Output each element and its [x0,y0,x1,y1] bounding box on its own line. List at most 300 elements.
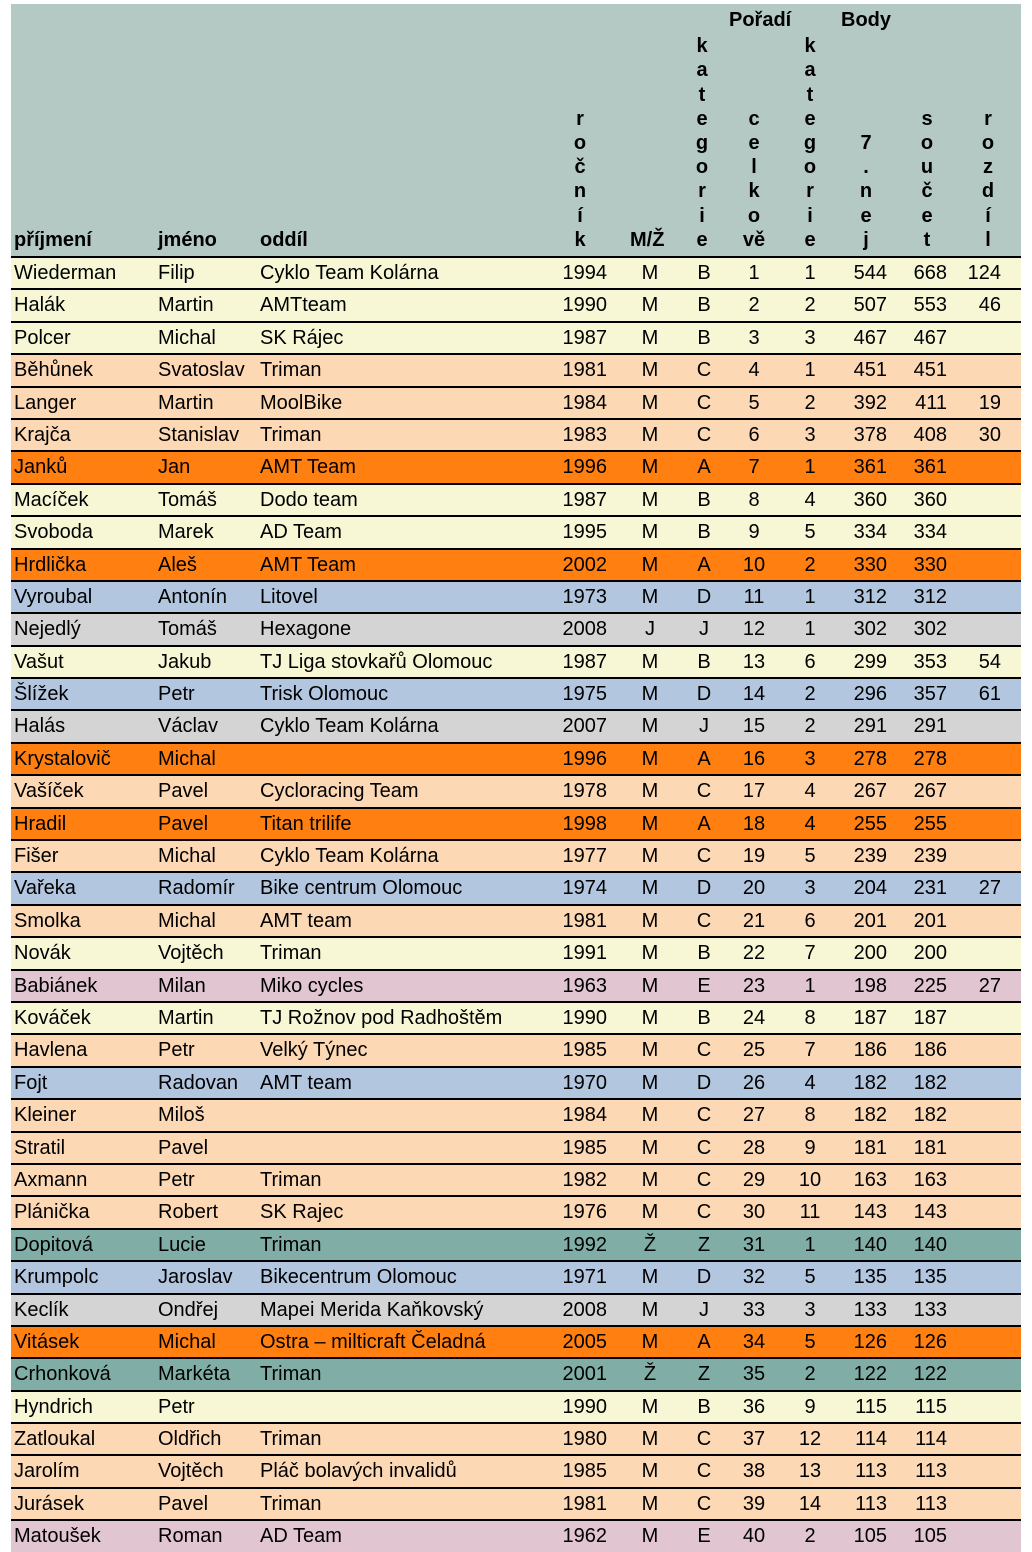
cell-points-total: 553 [913,294,947,317]
cell-surname: Vašut [14,650,64,673]
cell-category-rank: 12 [798,1428,822,1451]
cell-category: B [697,521,711,544]
cell-points-total: 467 [913,326,947,349]
cell-gender: M [641,1330,659,1353]
cell-first-name: Radomír [158,877,235,900]
cell-surname: Stratil [14,1136,66,1159]
table-row [11,548,1021,580]
cell-category-rank: 2 [804,1525,816,1548]
cell-club: Trisk Olomouc [260,683,389,706]
cell-points-7-best: 126 [853,1330,887,1353]
cell-points-total: 312 [913,585,947,608]
table-row [11,1487,1021,1519]
cell-club: Titan trilife [260,812,352,835]
cell-gender: M [641,877,659,900]
cell-category: D [696,1266,712,1289]
cell-points-7-best: 182 [853,1071,887,1094]
cell-category: C [696,909,712,932]
cell-overall-rank: 17 [742,780,766,803]
cell-first-name: Aleš [158,553,197,576]
cell-surname: Kováček [14,1006,91,1029]
cell-points-total: 182 [913,1071,947,1094]
cell-points-total: 302 [913,618,947,641]
cell-gender: M [641,1298,659,1321]
cell-club: Litovel [260,585,318,608]
cell-first-name: Martin [158,391,214,414]
cell-category-rank: 14 [798,1492,822,1515]
cell-points-7-best: 113 [855,1460,887,1483]
cell-points-7-best: 113 [855,1492,887,1515]
cell-first-name: Vojtěch [158,942,224,965]
cell-gender: M [641,553,659,576]
cell-gender: M [641,1071,659,1094]
cell-points-7-best: 296 [853,683,887,706]
cell-surname: Plánička [14,1201,90,1224]
cell-birth-year: 1976 [562,1201,607,1224]
cell-gender: M [641,456,659,479]
cell-birth-year: 1980 [562,1428,607,1451]
cell-points-total: 126 [913,1330,947,1353]
cell-category-rank: 11 [799,1201,821,1224]
cell-first-name: Stanislav [158,423,240,446]
cell-points-total: 330 [913,553,947,576]
cell-overall-rank: 5 [748,391,760,414]
cell-category-rank: 10 [798,1168,822,1191]
cell-category: D [696,683,712,706]
cell-gender: M [641,845,659,868]
cell-category: J [699,618,709,641]
cell-overall-rank: 29 [742,1168,766,1191]
cell-first-name: Svatoslav [158,359,245,382]
cell-category: B [697,1006,711,1029]
cell-gender: M [641,585,659,608]
cell-club: Hexagone [260,618,352,641]
cell-first-name: Pavel [158,812,209,835]
cell-category: C [696,1168,712,1191]
cell-points-7-best: 133 [853,1298,887,1321]
cell-points-total: 353 [913,650,947,673]
cell-points-7-best: 163 [853,1168,887,1191]
cell-points-7-best: 114 [855,1428,887,1451]
table-row [11,515,1021,547]
cell-points-total: 360 [913,488,947,511]
cell-birth-year: 1996 [562,747,607,770]
cell-points-total: 105 [913,1525,947,1548]
cell-gender: M [641,747,659,770]
cell-gender: M [641,294,659,317]
cell-points-total: 411 [915,391,947,414]
table-row [11,742,1021,774]
cell-category-rank: 5 [804,845,816,868]
cell-gender: M [641,650,659,673]
cell-gender: M [641,715,659,738]
cell-category-rank: 8 [804,1006,816,1029]
cell-club: SK Rájec [260,326,344,349]
cell-gender: M [641,1492,659,1515]
cell-points-difference: 27 [978,974,1001,997]
cell-overall-rank: 25 [742,1039,766,1062]
col-header-7-nej: 7 . n e j [859,131,873,251]
cell-points-difference: 124 [967,262,1001,284]
cell-club: SK Rajec [260,1201,344,1224]
table-header [11,4,1021,256]
cell-overall-rank: 19 [742,845,766,868]
cell-first-name: Jaroslav [158,1266,233,1289]
cell-points-7-best: 451 [853,359,887,382]
cell-category: C [696,1039,712,1062]
cell-overall-rank: 22 [742,942,766,965]
cell-birth-year: 2007 [562,715,607,738]
table-row [11,1033,1021,1065]
cell-overall-rank: 20 [742,877,766,900]
cell-first-name: Filip [158,262,195,284]
cell-first-name: Michal [158,747,216,770]
cell-overall-rank: 26 [742,1071,766,1094]
cell-category-rank: 1 [804,618,816,641]
cell-first-name: Pavel [158,1136,209,1159]
cell-category: C [696,845,712,868]
table-row [11,1390,1021,1422]
cell-birth-year: 1975 [562,683,607,706]
cell-category-rank: 7 [804,1039,816,1062]
cell-category-rank: 2 [804,294,816,317]
table-row [11,839,1021,871]
cell-category-rank: 2 [804,553,816,576]
cell-club: Cyklo Team Kolárna [260,845,439,868]
table-row [11,1325,1021,1357]
cell-category: C [696,1428,712,1451]
cell-first-name: Václav [158,715,219,738]
cell-overall-rank: 13 [742,650,766,673]
cell-category: B [697,942,711,965]
cell-club: Mapei Merida Kaňkovský [260,1298,484,1321]
cell-overall-rank: 40 [742,1525,766,1548]
group-header-body: Body [841,9,891,31]
table-row [11,386,1021,418]
cell-points-total: 114 [915,1428,947,1451]
cell-first-name: Marek [158,521,214,544]
cell-category: C [696,1104,712,1127]
cell-birth-year: 1995 [562,521,607,544]
cell-points-total: 668 [913,262,947,284]
cell-first-name: Petr [158,683,195,706]
cell-surname: Babiánek [14,974,98,997]
cell-surname: Keclík [14,1298,69,1321]
cell-points-total: 200 [913,942,947,965]
cell-club: AMTteam [260,294,347,317]
cell-first-name: Ondřej [158,1298,219,1321]
cell-category: D [696,1071,712,1094]
cell-club: Velký Týnec [260,1039,368,1062]
cell-overall-rank: 21 [742,909,766,932]
cell-category-rank: 9 [804,1395,816,1418]
cell-first-name: Robert [158,1201,219,1224]
cell-overall-rank: 6 [748,423,760,446]
cell-category-rank: 5 [804,1266,816,1289]
cell-category-rank: 4 [804,780,816,803]
cell-points-difference: 54 [978,650,1001,673]
cell-club: Cyklo Team Kolárna [260,715,439,738]
cell-overall-rank: 39 [742,1492,766,1515]
cell-first-name: Lucie [158,1233,206,1256]
cell-category-rank: 6 [804,650,816,673]
cell-points-difference: 61 [978,683,1001,706]
cell-gender: M [641,1266,659,1289]
cell-overall-rank: 38 [742,1460,766,1483]
cell-birth-year: 1971 [562,1266,607,1289]
cell-category-rank: 4 [804,812,816,835]
cell-points-7-best: 467 [853,326,887,349]
cell-category: E [697,1525,711,1548]
cell-birth-year: 1990 [562,1006,607,1029]
cell-overall-rank: 36 [742,1395,766,1418]
cell-first-name: Pavel [158,1492,209,1515]
cell-club: Ostra – milticraft Čeladná [260,1330,486,1353]
table-row [11,1001,1021,1033]
cell-first-name: Roman [158,1525,223,1548]
cell-surname: Wiederman [14,262,117,284]
cell-points-7-best: 291 [853,715,887,738]
table-row [11,709,1021,741]
col-header-mz: M/Ž [630,229,665,251]
cell-points-7-best: 360 [853,488,887,511]
cell-points-total: 255 [913,812,947,835]
cell-gender: M [641,1525,659,1548]
cell-gender: M [641,326,659,349]
col-header-celkove: c e l k o vě [742,107,766,251]
cell-first-name: Petr [158,1168,195,1191]
cell-overall-rank: 8 [748,488,760,511]
cell-surname: Nejedlý [14,618,81,641]
cell-birth-year: 1992 [562,1233,607,1256]
cell-points-7-best: 182 [853,1104,887,1127]
cell-category: Z [697,1233,711,1256]
cell-surname: Vařeka [14,877,76,900]
cell-category-rank: 7 [804,942,816,965]
cell-gender: M [641,909,659,932]
cell-birth-year: 1963 [562,974,607,997]
table-row [11,1163,1021,1195]
cell-category-rank: 6 [804,909,816,932]
table-row [11,1260,1021,1292]
cell-birth-year: 1991 [562,942,607,965]
cell-points-difference: 19 [978,391,1001,414]
cell-overall-rank: 24 [742,1006,766,1029]
cell-points-7-best: 239 [853,845,887,868]
cell-birth-year: 1990 [562,1395,607,1418]
cell-first-name: Jakub [158,650,212,673]
table-row [11,1066,1021,1098]
cell-category: C [696,423,712,446]
table-row [11,871,1021,903]
cell-category-rank: 1 [804,262,816,284]
cell-category: J [699,1298,709,1321]
cell-points-total: 225 [913,974,947,997]
cell-gender: M [641,1104,659,1127]
cell-overall-rank: 33 [742,1298,766,1321]
cell-surname: Macíček [14,488,89,511]
cell-surname: Axmann [14,1168,88,1191]
cell-surname: Kleiner [14,1104,77,1127]
cell-birth-year: 1998 [562,812,607,835]
cell-first-name: Tomáš [158,488,217,511]
table-row [11,1422,1021,1454]
cell-category-rank: 4 [804,488,816,511]
cell-category: C [696,1460,712,1483]
cell-overall-rank: 16 [742,747,766,770]
cell-category: A [697,553,711,576]
cell-birth-year: 1985 [562,1136,607,1159]
cell-first-name: Antonín [158,585,227,608]
cell-club: Triman [260,1428,322,1451]
cell-club: TJ Liga stovkařů Olomouc [260,650,493,673]
cell-points-total: 143 [913,1201,947,1224]
cell-first-name: Petr [158,1395,195,1418]
cell-overall-rank: 3 [748,326,760,349]
cell-overall-rank: 1 [748,262,760,284]
cell-surname: Šlížek [14,683,69,706]
cell-overall-rank: 23 [742,974,766,997]
cell-surname: Běhůnek [14,359,93,382]
cell-category-rank: 1 [804,1233,816,1256]
table-row [11,645,1021,677]
cell-gender: Ž [643,1233,657,1256]
cell-points-7-best: 115 [855,1395,887,1418]
cell-surname: Svoboda [14,521,93,544]
cell-club: MoolBike [260,391,343,414]
cell-club: AMT team [260,1071,352,1094]
cell-category-rank: 1 [804,974,816,997]
cell-points-total: 182 [913,1104,947,1127]
cell-points-total: 231 [913,877,947,900]
cell-points-total: 133 [913,1298,947,1321]
cell-overall-rank: 37 [742,1428,766,1451]
table-row [11,612,1021,644]
cell-points-7-best: 204 [853,877,887,900]
cell-surname: Vitásek [14,1330,80,1353]
cell-birth-year: 1987 [562,326,607,349]
cell-gender: M [641,1395,659,1418]
cell-gender: M [641,1460,659,1483]
cell-category: A [697,812,711,835]
cell-birth-year: 1985 [562,1460,607,1483]
cell-gender: M [641,423,659,446]
cell-category-rank: 3 [804,423,816,446]
cell-first-name: Radovan [158,1071,239,1094]
cell-gender: M [641,1039,659,1062]
cell-points-total: 357 [913,683,947,706]
col-header-jmeno: jméno [158,229,217,251]
col-header-rozdil: r o z d í l [981,107,995,251]
table-row [11,1195,1021,1227]
table-row [11,904,1021,936]
cell-gender: M [641,683,659,706]
cell-category: B [697,262,711,284]
cell-birth-year: 1983 [562,423,607,446]
cell-points-difference: 30 [978,423,1001,446]
cell-overall-rank: 14 [742,683,766,706]
cell-gender: M [641,262,659,284]
cell-category: B [697,326,711,349]
cell-points-total: 334 [913,521,947,544]
cell-surname: Fišer [14,845,59,868]
cell-category-rank: 3 [804,877,816,900]
cell-points-total: 115 [915,1395,947,1418]
cell-surname: Vyroubal [14,585,93,608]
cell-gender: M [641,1136,659,1159]
cell-gender: M [641,391,659,414]
cell-overall-rank: 30 [742,1201,766,1224]
cell-points-7-best: 181 [853,1136,887,1159]
cell-surname: Krumpolc [14,1266,99,1289]
cell-gender: M [641,488,659,511]
cell-surname: Fojt [14,1071,48,1094]
cell-overall-rank: 31 [742,1233,766,1256]
cell-club: AMT Team [260,553,356,576]
cell-first-name: Miloš [158,1104,205,1127]
cell-club: Triman [260,1363,322,1386]
cell-birth-year: 1985 [562,1039,607,1062]
cell-birth-year: 1987 [562,650,607,673]
table-row [11,677,1021,709]
table-row [11,450,1021,482]
cell-gender: M [641,974,659,997]
cell-gender: M [641,812,659,835]
table-row [11,418,1021,450]
cell-points-7-best: 544 [853,262,887,284]
cell-category-rank: 1 [804,359,816,382]
cell-club: Cycloracing Team [260,780,419,803]
cell-category-rank: 13 [798,1460,822,1483]
cell-surname: Smolka [14,909,81,932]
cell-points-7-best: 302 [853,618,887,641]
cell-gender: M [641,1168,659,1191]
cell-surname: Matoušek [14,1525,101,1548]
cell-category-rank: 2 [804,391,816,414]
cell-first-name: Michal [158,845,216,868]
cell-gender: M [641,942,659,965]
cell-first-name: Michal [158,326,216,349]
cell-points-total: 239 [913,845,947,868]
cell-birth-year: 2001 [562,1363,607,1386]
cell-birth-year: 1982 [562,1168,607,1191]
cell-gender: M [641,359,659,382]
cell-category-rank: 1 [804,585,816,608]
cell-first-name: Michal [158,909,216,932]
cell-points-total: 163 [913,1168,947,1191]
table-row [11,1357,1021,1389]
cell-club: Triman [260,359,322,382]
col-header-rocnik: r o č n í k [573,107,587,251]
cell-overall-rank: 10 [742,553,766,576]
cell-first-name: Vojtěch [158,1460,224,1483]
cell-first-name: Tomáš [158,618,217,641]
cell-category-rank: 1 [804,456,816,479]
cell-birth-year: 1990 [562,294,607,317]
cell-birth-year: 2008 [562,618,607,641]
cell-club: Bike centrum Olomouc [260,877,463,900]
cell-overall-rank: 18 [742,812,766,835]
cell-category: A [697,456,711,479]
cell-category-rank: 2 [804,683,816,706]
cell-surname: Krystalovič [14,747,111,770]
cell-first-name: Oldřich [158,1428,222,1451]
cell-birth-year: 1978 [562,780,607,803]
cell-club: AD Team [260,521,342,544]
cell-overall-rank: 32 [742,1266,766,1289]
table-row [11,774,1021,806]
cell-category-rank: 2 [804,1363,816,1386]
